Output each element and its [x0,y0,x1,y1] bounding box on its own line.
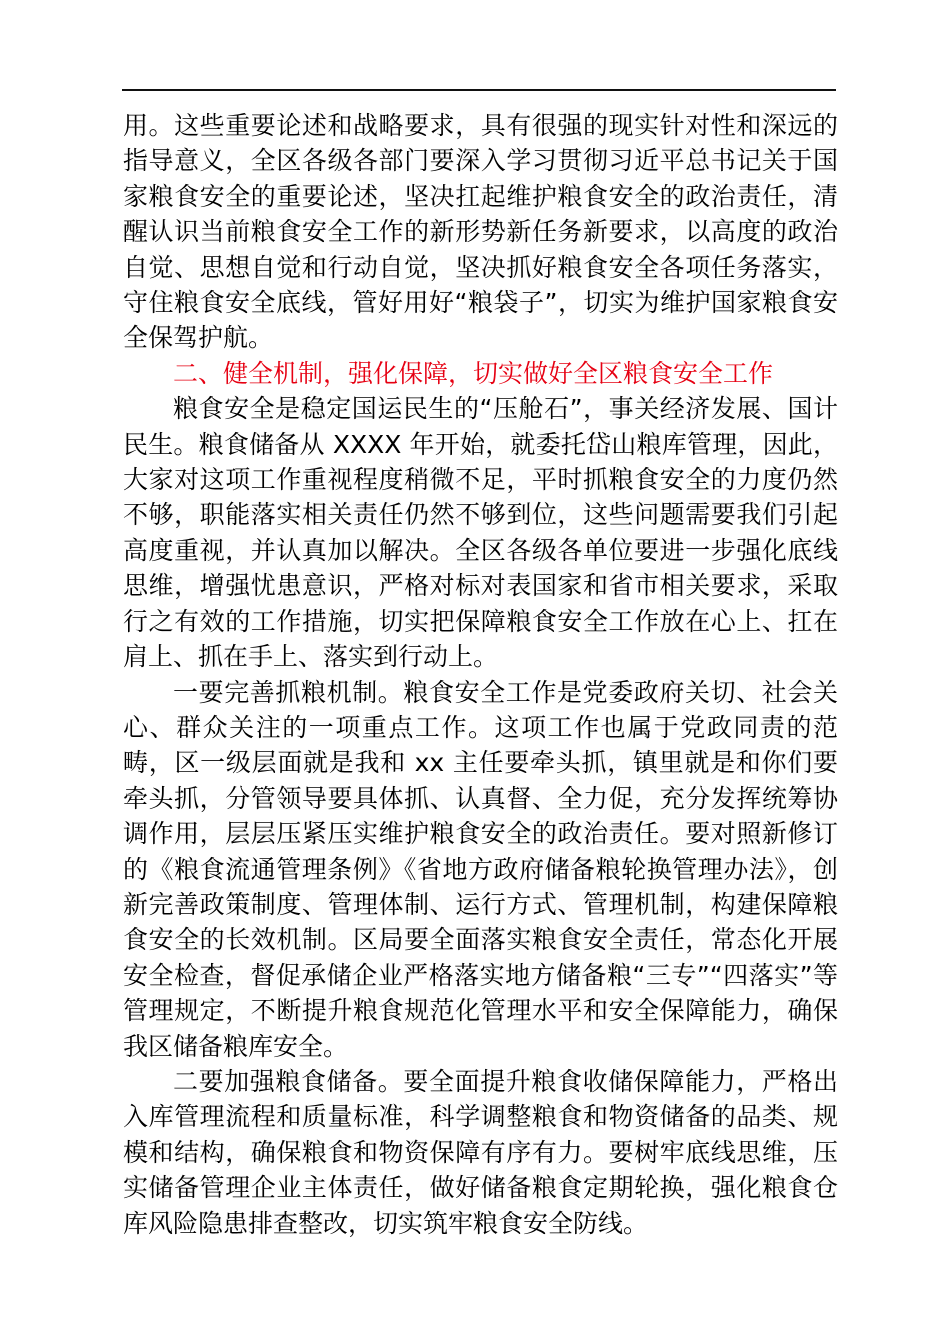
paragraph-grain-security: 粮食安全是稳定国运民生的“压舱石”，事关经济发展、国计民生。粮食储备从 XXXX 年开始，就委托岱山粮库管理，因此，大家对这项工作重视程度稍微不足，平时抓粮食安全的力度仍然不够，职能落实相关责任仍然不够到位，这些问题需要我们引起高度重视，并认真加以解决。全区各级各单位要进一步强化底线思维，增强忧患意识，严格对标对表国家和省市相关要求，采取行之有效的工作措施，切实把保障粮食安全工作放在心上、扛在肩上、抓在手上、落实到行动上。 [123,394,838,672]
paragraph-reserve: 二要加强粮食储备。要全面提升粮食收储保障能力，严格出入库管理流程和质量标准，科学调整粮食和物资储备的品类、规模和结构，确保粮食和物资保障有序有力。要树牢底线思维，压实储备管理企业主体责任，做好储备粮食定期轮换，强化粮食仓库风险隐患排查整改，切实筑牢粮食安全防线。 [123,1066,838,1238]
paragraph-continuation: 用。这些重要论述和战略要求，具有很强的现实针对性和深远的指导意义，全区各级各部门要深入学习贯彻习近平总书记关于国家粮食安全的重要论述，坚决扛起维护粮食安全的政治责任，清醒认识当前粮食安全工作的新形势新任务新要求，以高度的政治自觉、思想自觉和行动自觉，坚决抓好粮食安全各项任务落实，守住粮食安全底线，管好用好“粮袋子”，切实为维护国家粮食安全保驾护航。 [123,111,838,353]
header-rule [122,89,836,91]
section-heading: 二、健全机制，强化保障，切实做好全区粮食安全工作 [173,358,774,388]
document-body [123,108,838,1241]
paragraph-mechanism: 一要完善抓粮机制。粮食安全工作是党委政府关切、社会关心、群众关注的一项重点工作。这项工作也属于党政同责的范畴，区一级层面就是我和 xx 主任要牵头抓，镇里就是和你们要牵头抓，分管领导要具体抓、认真督、全力促，充分发挥统筹协调作用，层层压紧压实维护粮食安全的政治责任。要对照新修订的《粮食流通管理条例》《省地方政府储备粮轮换管理办法》，创新完善政策制度、管理体制、运行方式、管理机制，构建保障粮食安全的长效机制。区局要全面落实粮食安全责任，常态化开展安全检查，督促承储企业严格落实地方储备粮“三专”“四落实”等管理规定，不断提升粮食规范化管理水平和安全保障能力，确保我区储备粮库安全。 [123,677,838,1061]
